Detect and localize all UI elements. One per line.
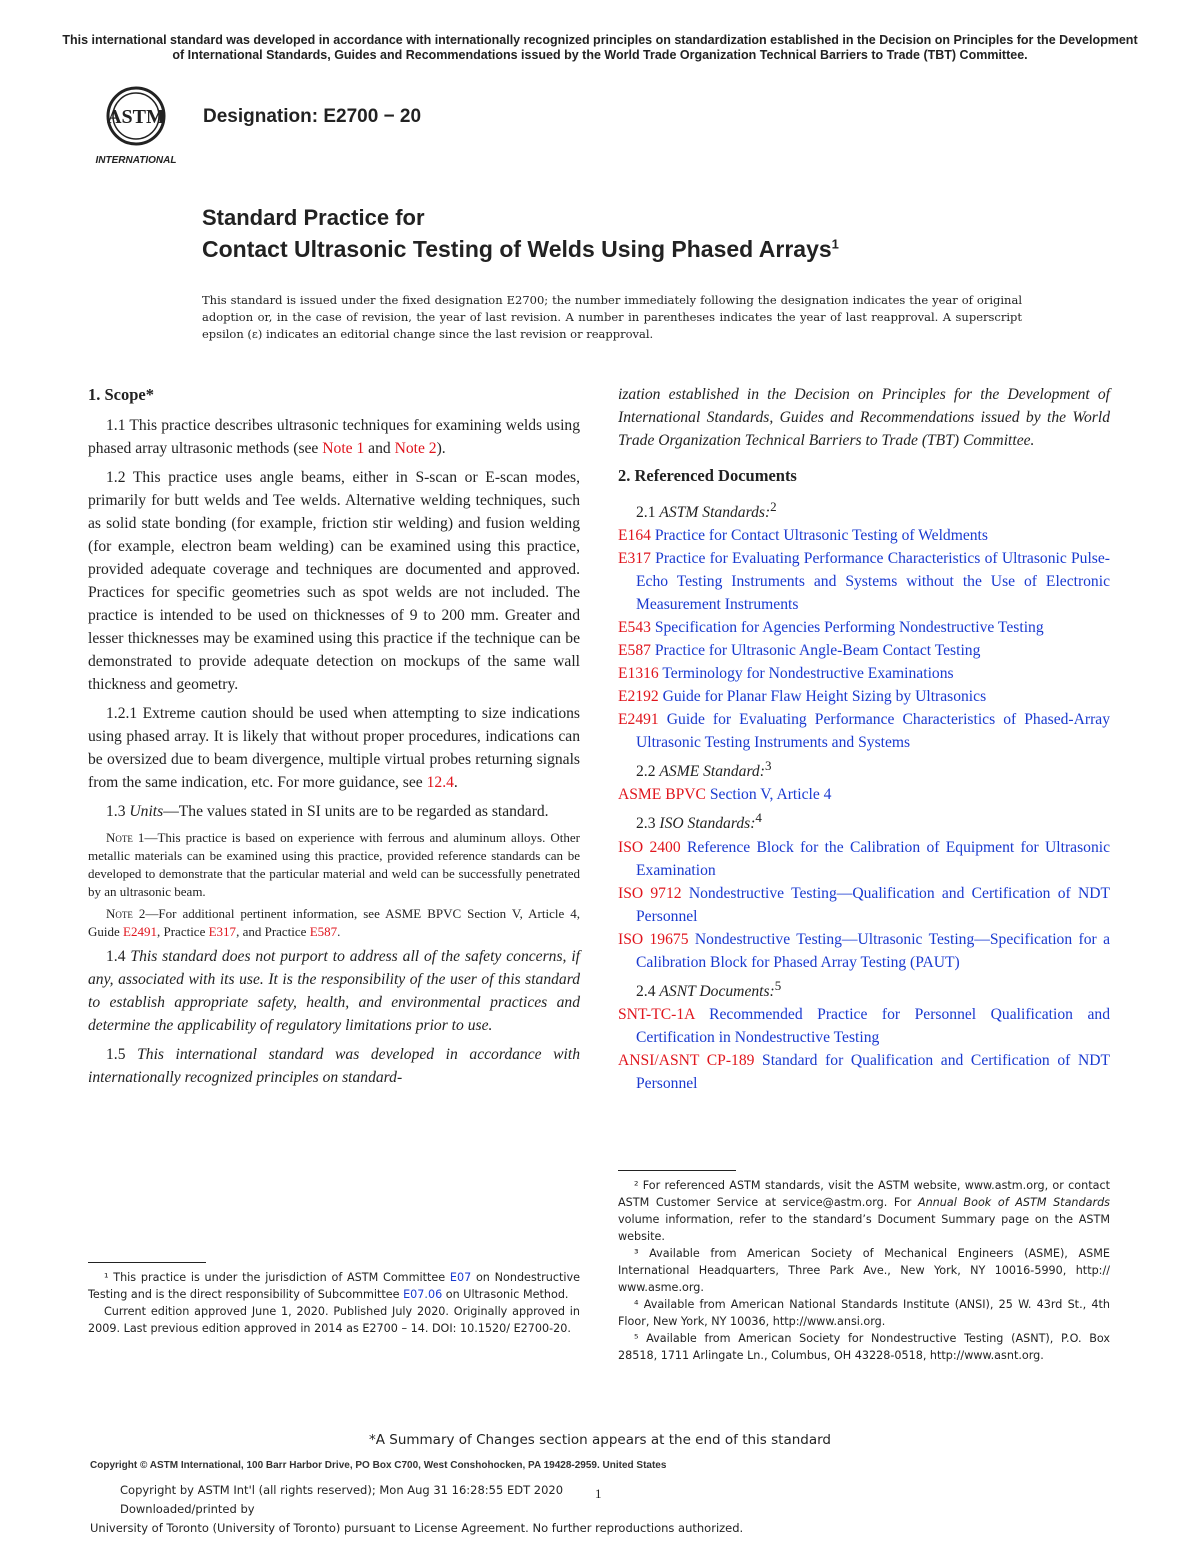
iso-ref-title-link[interactable]: Nondestructive Testing—Qualification and Certification of NDT Personnel <box>636 884 1110 925</box>
title-line2: Contact Ultrasonic Testing of Welds Using Phased Arrays$^1$ <box>202 236 839 262</box>
section-1-4: 1.4 This standard does not purport to address all of the safety concerns, if any, associated with its use. It is the responsibility of the user of this standard to establish appropriate safety, health, and environmental practices and determine the applicability of regulatory limitations prior to use. <box>88 948 580 1034</box>
astm-ref-title-link[interactable]: Guide for Planar Flaw Height Sizing by Ultrasonics <box>658 688 987 706</box>
page-number: 1 <box>595 1486 602 1501</box>
right-footnotes <box>618 1170 1110 1364</box>
asnt-ref-code-link[interactable]: SNT-TC-1A <box>618 1005 695 1023</box>
e2491-link[interactable]: E2491 <box>123 924 157 939</box>
astm-ref-code-link[interactable]: E317 <box>618 550 651 568</box>
iso-standards-list <box>618 836 1110 974</box>
footnote-rule <box>618 1170 736 1171</box>
astm-ref-code-link[interactable]: E1316 <box>618 665 659 683</box>
footnote-1-edition: Current edition approved June 1, 2020. Published July 2020. Originally approved in 2009. Last previous edition approved in 2014 as E2700 – 14. DOI: 10.1520/ E2700-20. <box>88 1305 580 1335</box>
right-column <box>618 383 1110 1095</box>
astm-logo <box>90 86 190 166</box>
section-2-4: 2.4 ASNT Documents:$^5$ <box>636 977 782 1000</box>
top-notice: This international standard was developed in accordance with internationally recognized principles on standardization established in the Decision on Principles for the Development of International Standards, Guides and Recommendations issued by the World Trade Organization Technical Barriers to Trade (TBT) Committee. <box>62 33 1138 62</box>
referenced-documents-heading: 2. Referenced Documents <box>618 466 797 485</box>
astm-ref-title-link[interactable]: Practice for Contact Ultrasonic Testing of Weldments <box>650 527 988 545</box>
iso-ref-item <box>618 882 1110 928</box>
astm-ref-title-link[interactable]: Terminology for Nondestructive Examinations <box>658 665 954 683</box>
download-line-3: University of Toronto (University of Toronto) pursuant to License Agreement. No further reproductions authorized. <box>90 1521 744 1535</box>
left-footnotes <box>88 1262 580 1337</box>
title-line1: Standard Practice for <box>202 205 425 230</box>
logo-subtext: INTERNATIONAL <box>95 155 177 166</box>
asme-ref-item <box>618 783 1110 806</box>
e317-link[interactable]: E317 <box>208 924 237 939</box>
note-2-link[interactable]: Note 2 <box>394 440 437 457</box>
section-1-1: 1.1 This practice describes ultrasonic techniques for examining welds using phased array ultrasonic methods (see Note 1 and Note 2). <box>88 417 580 457</box>
asnt-ref-item <box>618 1049 1110 1095</box>
section-1-2-1: 1.2.1 Extreme caution should be used when attempting to size indications using phased array. It is likely that without proper procedures, indications can be oversized due to beam divergence, multiple virtual probes returning signals from the same indication, etc. For more guidance, see 12.4. <box>88 705 580 791</box>
asme-ref-title-link[interactable]: Section V, Article 4 <box>705 786 832 804</box>
footnote-3: ³ Available from American Society of Mechanical Engineers (ASME), ASME International Headquarters, Three Park Ave., New York, NY 10016-5990, http:// www.asme.org. <box>618 1247 1110 1294</box>
section-2-1: 2.1 ASTM Standards:$^2$ <box>636 499 777 522</box>
footnote-4: ⁴ Available from American National Standards Institute (ANSI), 25 W. 43rd St., 4th Floor, New York, NY 10036, http://www.ansi.org. <box>618 1298 1110 1328</box>
iso-ref-code-link[interactable]: ISO 2400 <box>618 838 681 856</box>
astm-ref-item <box>618 547 1110 616</box>
section-2-2: 2.2 ASME Standard:$^3$ <box>636 758 772 781</box>
iso-ref-title-link[interactable]: Nondestructive Testing—Ultrasonic Testing—Specification for a Calibration Block for Phased Array Testing (PAUT) <box>636 930 1110 971</box>
astm-ref-item <box>618 708 1110 754</box>
iso-ref-code-link[interactable]: ISO 9712 <box>618 884 682 902</box>
footnote-1: ¹ This practice is under the jurisdiction of ASTM Committee E07 on Nondestructive Testing and is the direct responsibility of Subcommittee E07.06 on Ultrasonic Method. <box>88 1271 580 1301</box>
summary-of-changes-note: *A Summary of Changes section appears at the end of this standard <box>368 1432 832 1448</box>
iso-ref-item <box>618 928 1110 974</box>
asnt-ref-title-link[interactable]: Standard for Qualification and Certification of NDT Personnel <box>636 1051 1110 1092</box>
copyright-line: Copyright © ASTM International, 100 Barr Harbor Drive, PO Box C700, West Conshohocken, PA 19428-2959. United States <box>90 1460 667 1471</box>
download-line-1: Copyright by ASTM Int'l (all rights reserved); Mon Aug 31 16:28:55 EDT 2020 <box>120 1483 564 1497</box>
asnt-ref-code-link[interactable]: ANSI/ASNT CP-189 <box>618 1051 755 1069</box>
asme-standards-list <box>618 783 1110 806</box>
left-column <box>88 383 580 1095</box>
astm-ref-title-link[interactable]: Practice for Ultrasonic Angle-Beam Contact Testing <box>650 642 981 660</box>
section-1-5: 1.5 This international standard was developed in accordance with internationally recognized principles on standard- <box>88 1046 581 1086</box>
asme-ref-code-link[interactable]: ASME BPVC <box>618 786 706 804</box>
title-footnote-ref: 1 <box>831 236 839 252</box>
astm-standards-list <box>618 524 1110 754</box>
designation: Designation: E2700 − 20 <box>203 106 422 127</box>
astm-ref-code-link[interactable]: E164 <box>618 527 651 545</box>
astm-ref-code-link[interactable]: E543 <box>618 619 651 637</box>
astm-ref-item <box>618 616 1110 639</box>
astm-ref-code-link[interactable]: E587 <box>618 642 651 660</box>
note-2: Note 2—For additional pertinent information, see ASME BPVC Section V, Article 4, Guide E2491, Practice E317, and Practice E587. <box>88 906 581 939</box>
section-2-3: 2.3 ISO Standards:$^4$ <box>636 810 762 833</box>
astm-ref-code-link[interactable]: E2491 <box>618 711 659 729</box>
section-12-4-link[interactable]: 12.4 <box>426 774 454 791</box>
astm-ref-title-link[interactable]: Practice for Evaluating Performance Characteristics of Ultrasonic Pulse-Echo Testing Instruments and Systems without the Use of Electronic Measurement Instruments <box>636 550 1110 614</box>
astm-ref-title-link[interactable]: Guide for Evaluating Performance Characteristics of Phased-Array Ultrasonic Testing Instruments and Systems <box>636 711 1110 752</box>
astm-ref-item <box>618 685 1110 708</box>
asnt-ref-item <box>618 1003 1110 1049</box>
e07-link[interactable]: E07 <box>449 1271 472 1284</box>
section-1-3: 1.3 Units—The values stated in SI units are to be regarded as standard. <box>106 803 549 820</box>
e587-link[interactable]: E587 <box>309 924 338 939</box>
astm-ref-code-link[interactable]: E2192 <box>618 688 659 706</box>
note-1-link[interactable]: Note 1 <box>322 440 365 457</box>
iso-ref-item <box>618 836 1110 882</box>
e07-06-link[interactable]: E07.06 <box>403 1288 443 1301</box>
astm-ref-title-link[interactable]: Specification for Agencies Performing Nondestructive Testing <box>650 619 1044 637</box>
iso-ref-code-link[interactable]: ISO 19675 <box>618 930 689 948</box>
logo-text: ASTM <box>107 106 165 128</box>
astm-ref-item <box>618 662 1110 685</box>
astm-ref-item <box>618 639 1110 662</box>
footnote-rule <box>88 1262 206 1263</box>
section-1-5-continued: ization established in the Decision on Principles for the Development of International Standards, Guides and Recommendations issued by the World Trade Organization Technical Barriers to Trade (TBT) Committee. <box>618 386 1110 449</box>
footnote-5: ⁵ Available from American Society for Nondestructive Testing (ASNT), P.O. Box 28518, 1711 Arlingate Ln., Columbus, OH 43228-0518, http://www.asnt.org. <box>618 1332 1110 1362</box>
download-line-2: Downloaded/printed by <box>120 1502 255 1516</box>
issuance-statement: This standard is issued under the fixed designation E2700; the number immediately following the designation indicates the year of original adoption or, in the case of revision, the year of last revision. A number in parentheses indicates the year of last reapproval. A superscript epsilon (ε) indicates an editorial change since the last revision or reapproval. <box>202 293 1022 341</box>
asnt-ref-title-link[interactable]: Recommended Practice for Personnel Qualification and Certification in Nondestructive Testing <box>636 1005 1110 1046</box>
scope-heading: 1. Scope* <box>88 385 154 404</box>
asnt-documents-list <box>618 1003 1110 1095</box>
section-1-2: 1.2 This practice uses angle beams, either in S-scan or E-scan modes, primarily for butt welds and Tee welds. Alternative welding techniques, such as solid state bonding (for example, friction stir welding) and fusion welding (for example, electron beam welding) can be examined using this practice, provided adequate coverage and techniques are documented and approved. Practices for specific geometries such as spot welds are not included. The practice is intended to be used on thicknesses of 9 to 200 mm. Greater and lesser thicknesses may be examined using this practice if the technique can be demonstrated to provide adequate detection on mockups of the same wall thickness and geometry. <box>88 469 580 693</box>
astm-ref-item <box>618 524 1110 547</box>
iso-ref-title-link[interactable]: Reference Block for the Calibration of Equipment for Ultrasonic Examination <box>636 838 1110 879</box>
download-notice <box>90 1481 744 1538</box>
footnote-2: ² For referenced ASTM standards, visit the ASTM website, www.astm.org, or contact ASTM Customer Service at service@astm.org. For Annual Book of ASTM Standards volume information, refer to the standard’s Document Summary page on the ASTM website. <box>618 1179 1111 1243</box>
note-1: Note 1—This practice is based on experience with ferrous and aluminum alloys. Other metallic materials can be examined using this practice, provided reference standards can be developed to demonstrate that the particular material and weld can be successfully penetrated by an ultrasonic beam. <box>88 830 581 899</box>
